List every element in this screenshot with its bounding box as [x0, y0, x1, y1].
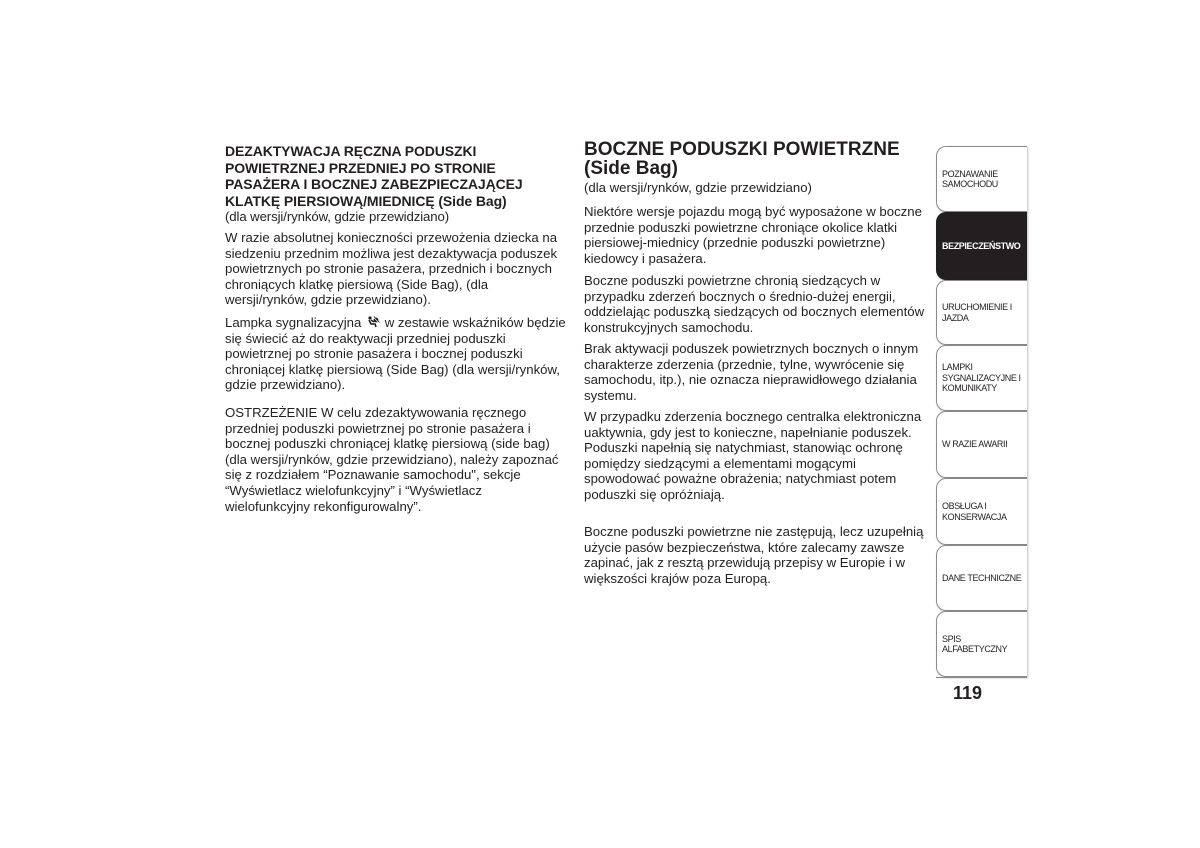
airbag-off-icon	[366, 316, 380, 328]
paragraph: Brak aktywacji poduszek powietrznych bocznych o innym charakterze zderzenia (przednie, tylne, wywrócenie się samochodu, itp.), nie oznacza nieprawidłowego działania systemu.	[584, 341, 919, 403]
tab-obsluga-i-konserwacja[interactable]	[936, 478, 1027, 545]
tab-uruchomienie-i-jazda[interactable]	[936, 280, 1027, 345]
heading-subtitle: (dla wersji/rynków, gdzie przewidziano)	[584, 180, 812, 195]
section-heading-manual-deactivation	[225, 143, 570, 225]
heading-text: DEZAKTYWACJA RĘCZNA PODUSZKI POWIETRZNEJ PRZEDNIEJ PO STRONIE PASAŻERA I BOCZNEJ ZABEZPIECZAJĄCEJ KLATKĘ PIERSIOWĄ/MIEDNICĘ (Side Bag)	[225, 143, 523, 209]
tab-label: DANE TECHNICZNE	[942, 572, 1022, 583]
paragraph-text: Lampka sygnalizacyjna	[225, 315, 362, 330]
tab-w-razie-awarii[interactable]	[936, 411, 1027, 478]
tab-label: POZNAWANIE SAMOCHODU	[942, 168, 998, 189]
tab-dane-techniczne[interactable]	[936, 545, 1027, 611]
tab-label: URUCHOMIENIE I JAZDA	[942, 302, 1012, 323]
paragraph: Niektóre wersje pojazdu mogą być wyposażone w boczne przednie poduszki powietrzne chroniące okolice klatki piersiowej-miednicy (przednie poduszki powietrzne) kiedowcy i pasażera.	[584, 204, 922, 266]
tabs-divider	[936, 677, 1027, 678]
paragraph: W przypadku zderzenia bocznego centralka elektroniczna uaktywnia, gdy jest to konieczne, napełnianie poduszek. Poduszki napełnią się natychmiast, stanowiąc ochronę pomiędzy siedzącymi a elementami mogącymi spowodować poważne obrażenia; natychmiast potem poduszki się opróżniają.	[584, 409, 922, 502]
paragraph-lamp	[225, 315, 570, 393]
paragraph: W razie absolutnej konieczności przewożenia dziecka na siedzeniu przednim możliwa jest dezaktywacja poduszek powietrznych po stronie pasażera, przednich i bocznych chroniących klatkę piersiową (Side Bag), (dla wersji/rynków, gdzie przewidziano).	[225, 230, 558, 308]
warning-paragraph: OSTRZEŻENIE W celu zdezaktywowania ręcznego przedniej poduszki powietrznej po stronie pasażera i bocznej poduszki chroniącej klatkę piersiową (side bag) (dla wersji/rynków, gdzie przewidziano), należy zapoznać się z rozdziałem “Poznawanie samochodu", sekcje “Wyświetlacz wielofunkcyjny” i “Wyświetlacz wielofunkcyjny rekonfigurowalny”.	[225, 405, 559, 514]
tab-spis-alfabetyczny[interactable]	[936, 611, 1027, 677]
tab-label: OBSŁUGA I KONSERWACJA	[942, 501, 1007, 522]
heading-subtitle: (dla wersji/rynków, gdzie przewidziano)	[225, 209, 450, 224]
tab-label: SPIS ALFABETYCZNY	[942, 633, 1008, 654]
page-number: 119	[953, 683, 983, 703]
heading-text: BOCZNE PODUSZKI POWIETRZNE (Side Bag)	[584, 139, 900, 179]
paragraph: Boczne poduszki powietrzne chronią siedzących w przypadku zderzeń bocznych o średnio-dużej energii, oddzielając poduszką siedzących od bocznych elementów konstrukcyjnych samochodu.	[584, 273, 925, 335]
tab-label: W RAZIE AWARII	[942, 439, 1008, 450]
paragraph-text: w zestawie wskaźników będzie się świecić aż do reaktywacji przedniej poduszki powietrznej po stronie pasażera i bocznej poduszki chroniącej klatkę piersiową (Side Bag) (dla wersji/rynków, gdzie przewidziano).	[225, 315, 566, 393]
tab-lampki-sygnalizacyjne[interactable]	[936, 345, 1027, 411]
paragraph: Boczne poduszki powietrzne nie zastępują, lecz uzupełnią użycie pasów bezpieczeństwa, które zalecamy zawsze zapinać, jak z resztą przewidują przepisy w Europie i w większości krajów poza Europą.	[584, 524, 924, 586]
tab-label: LAMPKI SYGNALIZACYJNE I KOMUNIKATY	[942, 362, 1021, 394]
tab-bezpieczenstwo[interactable]	[936, 212, 1027, 280]
section-heading-side-bag	[584, 140, 929, 196]
tab-label: BEZPIECZEŃSTWO	[942, 240, 1021, 251]
tab-poznawanie-samochodu[interactable]	[936, 146, 1027, 212]
